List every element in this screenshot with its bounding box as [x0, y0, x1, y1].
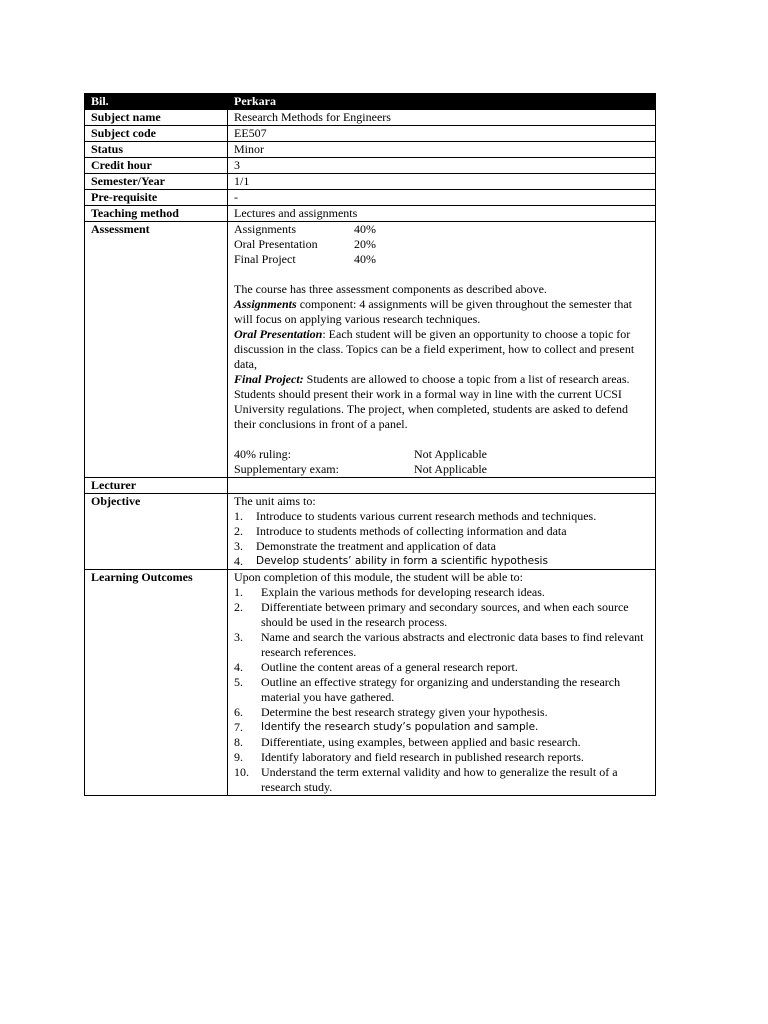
row-value: - [228, 190, 656, 206]
assessment-final-desc [234, 372, 649, 432]
item-number: 3. [234, 539, 243, 553]
item-number: 7. [234, 720, 243, 734]
assessment-oral-desc [234, 327, 649, 372]
list-item [234, 585, 649, 600]
row-value: 3 [228, 158, 656, 174]
table-row [85, 110, 656, 126]
lecturer-row [85, 478, 656, 494]
item-number: 9. [234, 750, 243, 764]
item-number: 2. [234, 524, 243, 538]
item-text: Demonstrate the treatment and application of data [256, 539, 496, 553]
list-item [234, 630, 649, 660]
outcomes-label: Learning Outcomes [85, 570, 228, 796]
assessment-item-pct: 40% [354, 222, 376, 236]
list-item [234, 539, 649, 554]
objective-content [228, 494, 656, 570]
assignments-text: component: 4 assignments will be given throughout the semester that will focus on applying various research techniques. [234, 297, 632, 326]
objective-list [234, 509, 649, 569]
list-item [234, 660, 649, 675]
outcomes-list [234, 585, 649, 795]
table-row [85, 158, 656, 174]
ruling-line [234, 447, 649, 462]
row-label: Subject code [85, 126, 228, 142]
objective-intro: The unit aims to: [234, 494, 316, 508]
outcomes-content [228, 570, 656, 796]
item-text: Differentiate, using examples, between applied and basic research. [261, 735, 581, 749]
objective-label: Objective [85, 494, 228, 570]
assessment-content [228, 222, 656, 478]
item-text: Identify laboratory and field research in published research reports. [261, 750, 584, 764]
list-item [234, 750, 649, 765]
table-row [85, 190, 656, 206]
row-value: Minor [228, 142, 656, 158]
assessment-assignments-desc [234, 297, 649, 327]
item-text: Name and search the various abstracts and electronic data bases to find relevant research references. [261, 630, 644, 659]
table-row [85, 206, 656, 222]
oral-title: Oral Presentation [234, 327, 323, 341]
list-item [234, 675, 649, 705]
row-label: Credit hour [85, 158, 228, 174]
assessment-item-name: Assignments [234, 222, 297, 236]
lecturer-label: Lecturer [85, 478, 228, 494]
item-number: 6. [234, 705, 243, 719]
assessment-item [234, 222, 649, 237]
assessment-item-pct: 40% [354, 252, 376, 266]
header-perkara: Perkara [228, 94, 656, 110]
item-text: Differentiate between primary and secondary sources, and when each source should be used in the research process. [261, 600, 629, 629]
ruling-label: 40% ruling: [234, 447, 291, 461]
objective-row [85, 494, 656, 570]
item-text: Understand the term external validity and how to generalize the result of a research study. [261, 765, 618, 794]
item-text: Introduce to students various current research methods and techniques. [256, 509, 597, 523]
supplementary-line [234, 462, 649, 477]
supplementary-label: Supplementary exam: [234, 462, 339, 476]
row-value: Lectures and assignments [228, 206, 656, 222]
list-item [234, 720, 649, 735]
item-text: Determine the best research strategy given your hypothesis. [261, 705, 548, 719]
supplementary-value: Not Applicable [414, 462, 487, 476]
lecturer-value [228, 478, 656, 494]
list-item [234, 735, 649, 750]
item-text: Explain the various methods for developing research ideas. [261, 585, 545, 599]
item-text: Outline the content areas of a general research report. [261, 660, 518, 674]
assignments-title: Assignments [234, 297, 297, 311]
item-number: 1. [234, 585, 243, 599]
oral-text: : Each student will be given an opportunity to choose a topic for discussion in the class. Topics can be a field experiment, how to collect and present data, [234, 327, 635, 371]
final-title: Final Project: [234, 372, 304, 386]
row-label: Teaching method [85, 206, 228, 222]
assessment-label: Assessment [85, 222, 228, 478]
row-label: Semester/Year [85, 174, 228, 190]
syllabus-table [84, 93, 656, 796]
ruling-value: Not Applicable [414, 447, 487, 461]
row-label: Status [85, 142, 228, 158]
item-text: Outline an effective strategy for organizing and understanding the research material you have gathered. [261, 675, 621, 704]
outcomes-row [85, 570, 656, 796]
item-number: 10. [234, 765, 249, 779]
table-header-row [85, 94, 656, 110]
outcomes-intro: Upon completion of this module, the student will be able to: [234, 570, 523, 584]
list-item [234, 765, 649, 795]
row-value: 1/1 [228, 174, 656, 190]
item-number: 1. [234, 509, 243, 523]
assessment-intro: The course has three assessment components as described above. [234, 282, 547, 296]
item-text: Introduce to students methods of collecting information and data [256, 524, 567, 538]
row-value: EE507 [228, 126, 656, 142]
row-value: Research Methods for Engineers [228, 110, 656, 126]
list-item [234, 554, 649, 569]
table-row [85, 174, 656, 190]
table-row [85, 142, 656, 158]
assessment-item [234, 252, 649, 267]
item-number: 4. [234, 554, 243, 568]
final-text: Students are allowed to choose a topic from a list of research areas. Students should present their work in a formal way in line with the current UCSI University regulations. The project, when completed, students are asked to defend their conclusions in front of a panel. [234, 372, 630, 431]
table-row [85, 126, 656, 142]
list-item [234, 600, 649, 630]
item-number: 2. [234, 600, 243, 614]
item-number: 4. [234, 660, 243, 674]
item-text: Identify the research study’s population and sample. [261, 721, 539, 733]
assessment-item-name: Final Project [234, 252, 296, 266]
list-item [234, 705, 649, 720]
list-item [234, 524, 649, 539]
row-label: Pre-requisite [85, 190, 228, 206]
item-number: 5. [234, 675, 243, 689]
assessment-item [234, 237, 649, 252]
assessment-item-name: Oral Presentation [234, 237, 318, 251]
item-number: 3. [234, 630, 243, 644]
row-label: Subject name [85, 110, 228, 126]
item-text: Develop students’ ability in form a scientific hypothesis [256, 555, 548, 567]
list-item [234, 509, 649, 524]
header-bil: Bil. [85, 94, 228, 110]
assessment-row [85, 222, 656, 478]
item-number: 8. [234, 735, 243, 749]
assessment-item-pct: 20% [354, 237, 376, 251]
